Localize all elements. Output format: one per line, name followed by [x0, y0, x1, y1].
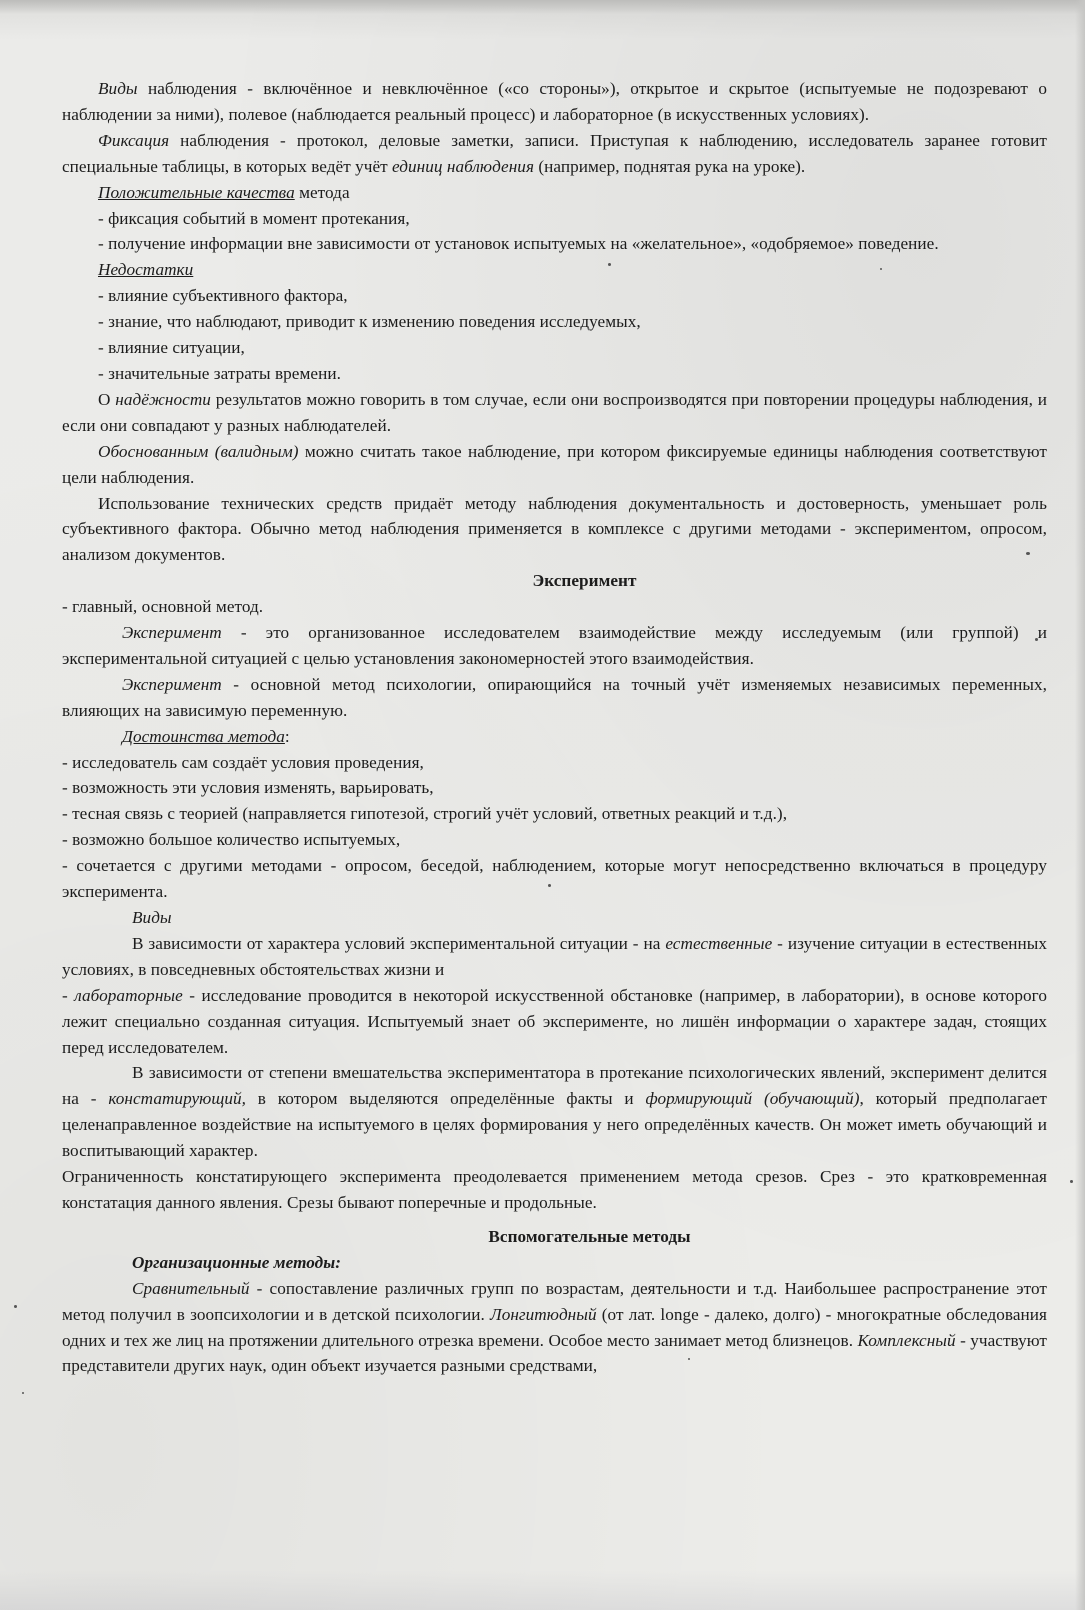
experiment-main-line: - главный, основной метод. [62, 597, 264, 617]
term-experiment: Эксперимент [122, 623, 222, 643]
experiment-heading: Эксперимент [532, 571, 637, 591]
kinds-lab-text: - исследование проводится в некоторой искусственной обстановке (например, в лаборатории), в основе которого лежит специально созданная ситуация. Испытуемый знает об эксперименте, но лишён информации о характере задач, стоящих перед исследователем. [62, 985, 1047, 1057]
experiment-definition-2-text: - основной метод психологии, опирающийся на точный учёт изменяемых независимых переменных, влияющих на зависимую переменную. [62, 674, 1047, 720]
fixation-paragraph [62, 128, 1047, 180]
comparative-text: - сопоставление различных групп по возрастам, деятельности и т.д. Наибольшее распространение этот метод получил в зоопсихологии и в детской психологии. [62, 1278, 1047, 1324]
advantages-heading [62, 724, 1047, 750]
longitudinal-text: (от лат. longe - далеко, долго) - многократные обследования одних и тех же лиц на протяжении длительного отрезка времени. Особое место занимает метод близнецов. [62, 1304, 1047, 1350]
advantage-item: - возможно большое количество испытуемых, [62, 830, 401, 850]
drawback-item: - влияние субъективного фактора, [98, 286, 348, 306]
observation-types-text: наблюдения - включённое и невключённое («со стороны»), открытое и скрытое (испытуемые не подозревают о наблюдении за ними), полевое (наблюдается реальный процесс) и лабораторное (в искусственных условиях). [62, 79, 1047, 124]
observation-types-paragraph [62, 76, 1047, 128]
term-formative: формирующий (обучающий) [645, 1089, 860, 1109]
kinds-intervention-lead: В зависимости от степени вмешательства экспериментатора в протекание психологических явлений, эксперимент делится на - [62, 1063, 1047, 1109]
kinds-natural-paragraph [62, 931, 1047, 983]
positive-qualities-tail: метода [294, 182, 350, 202]
positive-item: - фиксация событий в момент протекания, [98, 208, 410, 228]
term-observation-units: единиц наблюдения [392, 156, 534, 176]
positive-qualities-heading [62, 180, 1047, 206]
kinds-intervention-text: , который предполагает целенаправленное воздействие на испытуемого в целях формирования у него определённых качеств. Он может иметь обучающий и воспитывающий характер. [62, 1089, 1047, 1161]
experiment-definition-2 [62, 672, 1047, 724]
kinds-intervention-mid: в котором выделяются определённые факты и [246, 1089, 646, 1109]
document-body [62, 76, 1047, 1379]
drawbacks-heading [62, 257, 1047, 283]
term-laboratory: лабораторные [74, 985, 183, 1005]
term-validity: Обоснованным (валидным) [98, 441, 299, 461]
reliability-lead: О [98, 389, 116, 409]
kinds-lab-dash: - [62, 985, 75, 1005]
drawbacks-title: Недостатки [98, 260, 194, 280]
fixation-text: наблюдения - протокол, деловые заметки, записи. Приступая к наблюдению, исследователь заранее готовит специальные таблицы, в которых ведёт учёт [62, 130, 1047, 176]
complex-text: - участвуют представители других наук, один объект изучается разными средствами, [62, 1330, 1047, 1376]
term-types: Виды [98, 79, 138, 98]
term-longitudinal: Лонгитюдный [490, 1304, 597, 1324]
auxiliary-methods-heading: Вспомогательные методы [488, 1226, 691, 1246]
experiment-definition-1-text: - это организованное исследователем взаимодействие между исследуемым (или группой) и экспериментальной ситуацией с целью установления закономерностей этого взаимодействия. [62, 623, 1047, 668]
validity-paragraph [62, 439, 1047, 491]
term-fixation: Фиксация [98, 130, 170, 150]
advantage-item: - тесная связь с теорией (направляется гипотезой, строгий учёт условий, ответных реакций и т.д.), [62, 804, 788, 824]
organizational-methods-heading: Организационные методы: [132, 1252, 342, 1272]
term-comparative: Сравнительный [132, 1278, 250, 1298]
positive-item: - получение информации вне зависимости от установок испытуемых на «желательное», «одобряемое» поведение. [98, 234, 939, 254]
drawback-item: - знание, что наблюдают, приводит к изменению поведения исследуемых, [98, 312, 641, 332]
term-ascertaining: констатирующий, [108, 1089, 246, 1109]
scan-shadow-right [1075, 0, 1085, 1610]
term-complex: Комплексный [857, 1330, 956, 1350]
scan-shadow-top [0, 0, 1085, 14]
advantages-tail: : [284, 726, 290, 746]
advantage-item: - возможность эти условия изменять, варьировать, [62, 778, 434, 798]
drawback-item: - значительные затраты времени. [98, 363, 341, 383]
reliability-paragraph [62, 387, 1047, 439]
technical-means-paragraph: Использование технических средств придаёт методу наблюдения документальность и достоверность, уменьшает роль субъективного фактора. Обычно метод наблюдения применяется в комплексе с другими методами - экспериментом, опросом, анализом документов. [62, 493, 1047, 565]
kinds-natural-lead: В зависимости от характера условий экспериментальной ситуации - на [132, 933, 666, 953]
kinds-lab-paragraph [62, 983, 1047, 1061]
validity-text: можно считать такое наблюдение, при котором фиксируемые единицы наблюдения соответствуют цели наблюдения. [62, 441, 1047, 487]
term-natural: естественные [665, 933, 773, 953]
kinds-intervention-paragraph [62, 1060, 1047, 1164]
kinds-natural-text: - изучение ситуации в естественных условиях, в повседневных обстоятельствах жизни и [62, 933, 1048, 979]
kinds-heading [62, 905, 1047, 931]
advantage-item: - исследователь сам создаёт условия проведения, [62, 752, 424, 772]
advantage-item: - сочетается с другими методами - опросом, беседой, наблюдением, которые могут непосредственно включаться в процедуру эксперимента. [62, 856, 1047, 902]
positive-qualities-title: Положительные качества [98, 182, 295, 202]
experiment-definition-1 [62, 620, 1047, 672]
term-experiment: Эксперимент [122, 674, 222, 694]
fixation-text-end: (например, поднятая рука на уроке). [534, 156, 806, 176]
organizational-methods-paragraph [62, 1276, 1047, 1380]
term-reliability: надёжности [115, 389, 211, 409]
reliability-text: результатов можно говорить в том случае, если они воспроизводятся при повторении процедуры наблюдения, и если они совпадают у разных наблюдателей. [62, 389, 1047, 435]
advantages-title: Достоинства метода [122, 726, 285, 746]
kinds-title: Виды [132, 908, 172, 927]
limitations-paragraph: Ограниченность констатирующего эксперимента преодолевается применением метода срезов. Срез - это кратковременная констатация данного явления. Срезы бывают поперечные и продольные. [62, 1167, 1047, 1212]
drawback-item: - влияние ситуации, [98, 338, 245, 358]
